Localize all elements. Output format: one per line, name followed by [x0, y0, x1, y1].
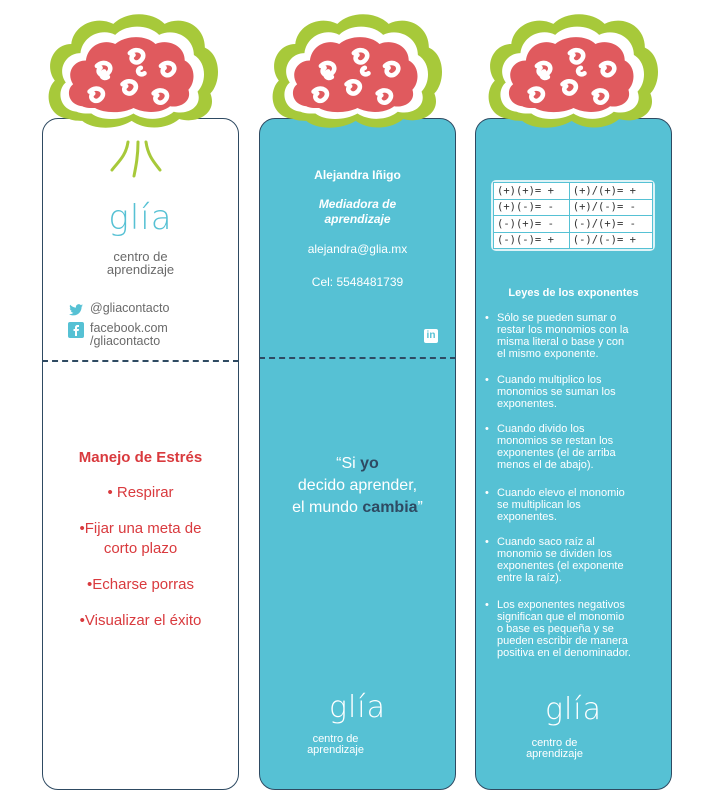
list-item: • Los exponentes negativos significan que el monomio o base es pequeña y se pueden escribir de manera positiva en el denominador. — [485, 599, 631, 659]
list-item: • Cuando divido los monomios se restan los exponentes (el de arriba menos el de abajo). — [485, 423, 616, 471]
contact-email[interactable]: alejandra@glia.mx — [307, 242, 408, 256]
glia-logo: glía — [328, 690, 387, 725]
stress-title: Manejo de Estrés — [78, 449, 203, 466]
quote-emphasis-cambia: cambia — [362, 499, 418, 516]
list-item-continued: corto plazo — [103, 540, 178, 557]
quote-text: “Si yo decido aprender, el mundo cambia” — [292, 455, 423, 516]
list-item: • Cuando saco raíz al monomio se dividen los exponentes (el exponente entre la raíz). — [485, 536, 624, 584]
list-item: • Respirar — [107, 484, 174, 501]
list-item: • Sólo se pueden sumar o restar los monomios con la misma literal o base y con el mismo exponente. — [485, 312, 629, 360]
logo-subtitle: centro de aprendizaje — [106, 249, 175, 277]
cut-line — [259, 357, 456, 359]
brain-logo-icon — [42, 6, 225, 136]
logo-subtitle: centro de aprendizaje — [307, 733, 364, 756]
contact-role: Mediadora de aprendizaje — [318, 197, 397, 226]
brain-logo-icon — [482, 6, 665, 136]
facebook-icon — [68, 322, 84, 338]
linkedin-icon[interactable]: in — [424, 329, 438, 343]
glia-logo: glía — [544, 692, 603, 727]
facebook-handle[interactable]: facebook.com /gliacontacto — [68, 322, 168, 348]
contact-phone: Cel: 5548481739 — [311, 275, 404, 289]
list-item: • Cuando elevo el monomio se multiplican los exponentes. — [485, 487, 625, 523]
cut-line — [42, 360, 239, 362]
contact-name: Alejandra Iñigo — [314, 168, 401, 182]
twitter-handle[interactable]: @gliacontacto — [68, 302, 169, 318]
quote-emphasis-yo: yo — [360, 455, 379, 472]
list-item: •Visualizar el éxito — [79, 612, 202, 629]
list-item: • Cuando multiplico los monomios se suman los exponentes. — [485, 374, 616, 410]
brain-roots-icon — [108, 140, 164, 180]
brain-logo-icon — [266, 6, 449, 136]
exponents-title: Leyes de los exponentes — [508, 287, 639, 299]
logo-subtitle: centro de aprendizaje — [526, 737, 583, 760]
list-item: •Echarse porras — [87, 576, 194, 593]
list-item: •Fijar una meta de — [79, 520, 202, 537]
glia-logo: glía — [108, 198, 173, 238]
twitter-icon — [68, 302, 84, 318]
sign-rules-table: (+)(+)= + (+)/(+)= + (+)(-)= - (+)/(-)= - (-)(+)= - (-)/(+)= - (-)(-)= + (-)/(-)= + — [491, 180, 655, 251]
